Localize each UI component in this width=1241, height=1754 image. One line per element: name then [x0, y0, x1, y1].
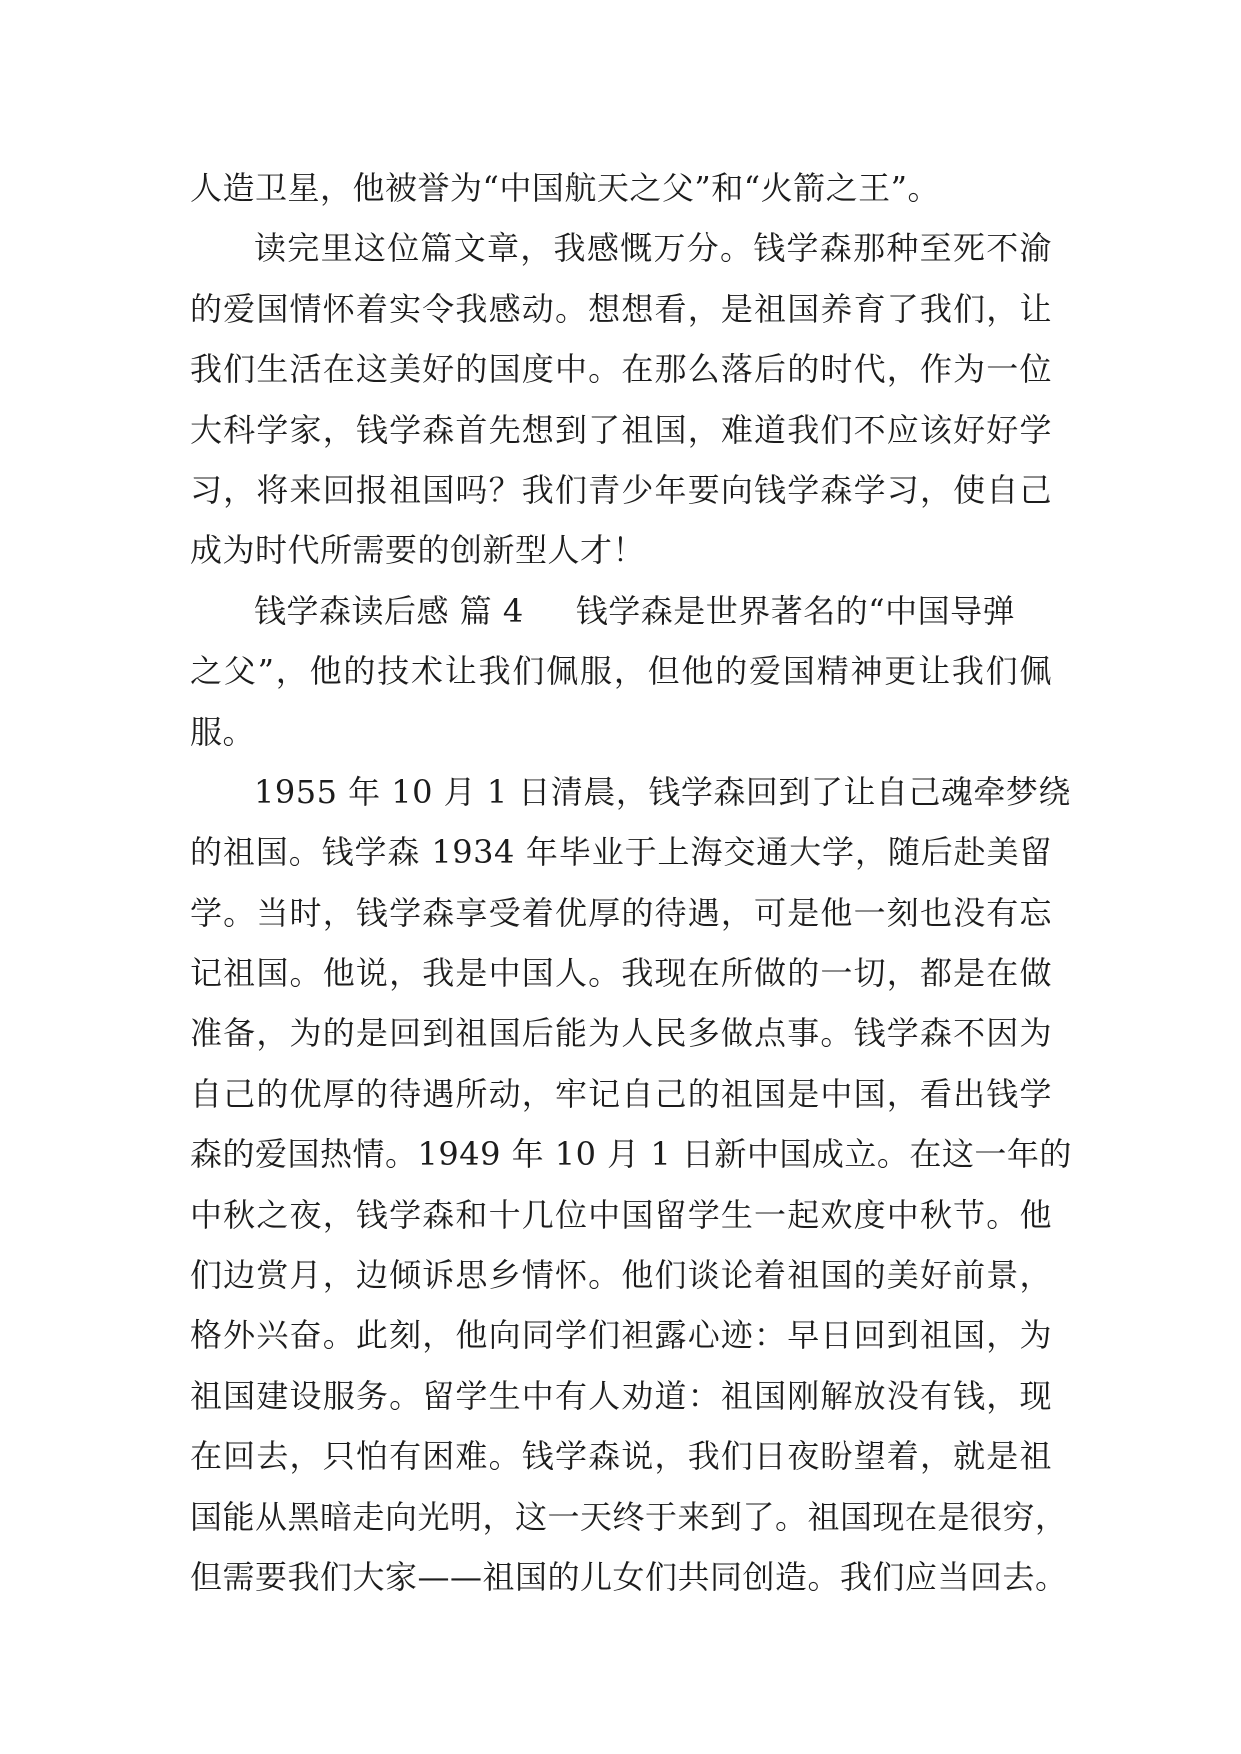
- text-line: 森的爱国热情。1949 年 10 月 1 日新中国成立。在这一年的: [190, 1135, 1072, 1174]
- paragraph-line: 读完里这位篇文章，我感慨万分。钱学森那种至死不渝: [254, 229, 1052, 268]
- section-heading: 钱学森读后感 篇 4: [254, 591, 524, 630]
- text-line: 准备，为的是回到祖国后能为人民多做点事。钱学森不因为: [190, 1014, 1052, 1053]
- text-line: 我们生活在这美好的国度中。在那么落后的时代，作为一位: [190, 350, 1052, 389]
- paragraph-line: 1955 年 10 月 1 日清晨，钱学森回到了让自己魂牵梦绕: [254, 772, 1071, 811]
- text-line: 成为时代所需要的创新型人才！: [190, 531, 646, 570]
- text-line: 记祖国。他说，我是中国人。我现在所做的一切，都是在做: [190, 954, 1052, 993]
- text-line: 之父”，他的技术让我们佩服，但他的爱国精神更让我们佩: [190, 652, 1052, 691]
- text-line: 们边赏月，边倾诉思乡情怀。他们谈论着祖国的美好前景，: [190, 1256, 1052, 1295]
- text-line: 自己的优厚的待遇所动，牢记自己的祖国是中国，看出钱学: [190, 1074, 1052, 1113]
- text-line: 但需要我们大家——祖国的儿女们共同创造。我们应当回去。: [190, 1557, 1068, 1596]
- text-line: 国能从黑暗走向光明，这一天终于来到了。祖国现在是很穷，: [190, 1497, 1068, 1536]
- section-first-text: 钱学森是世界著名的“中国导弹: [575, 591, 1016, 630]
- text-line: 祖国建设服务。留学生中有人劝道：祖国刚解放没有钱，现: [190, 1376, 1052, 1415]
- section-heading-line: [190, 581, 1052, 641]
- text-line: 学。当时，钱学森享受着优厚的待遇，可是他一刻也没有忘: [190, 893, 1052, 932]
- text-line: 的祖国。钱学森 1934 年毕业于上海交通大学，随后赴美留: [190, 833, 1052, 872]
- text-line: 格外兴奋。此刻，他向同学们袒露心迹：早日回到祖国，为: [190, 1316, 1052, 1355]
- document-body: [190, 158, 1072, 1607]
- text-line: 的爱国情怀着实令我感动。想想看，是祖国养育了我们，让: [190, 289, 1052, 328]
- text-line: 大科学家，钱学森首先想到了祖国，难道我们不应该好好学: [190, 410, 1052, 449]
- text-line: 中秋之夜，钱学森和十几位中国留学生一起欢度中秋节。他: [190, 1195, 1052, 1234]
- text-line: 在回去，只怕有困难。钱学森说，我们日夜盼望着，就是祖: [190, 1437, 1052, 1476]
- text-line: 服。: [190, 712, 256, 751]
- text-line: 人造卫星，他被誉为“中国航天之父”和“火箭之王”。: [190, 169, 940, 207]
- text-line: 习，将来回报祖国吗？我们青少年要向钱学森学习，使自己: [190, 470, 1052, 509]
